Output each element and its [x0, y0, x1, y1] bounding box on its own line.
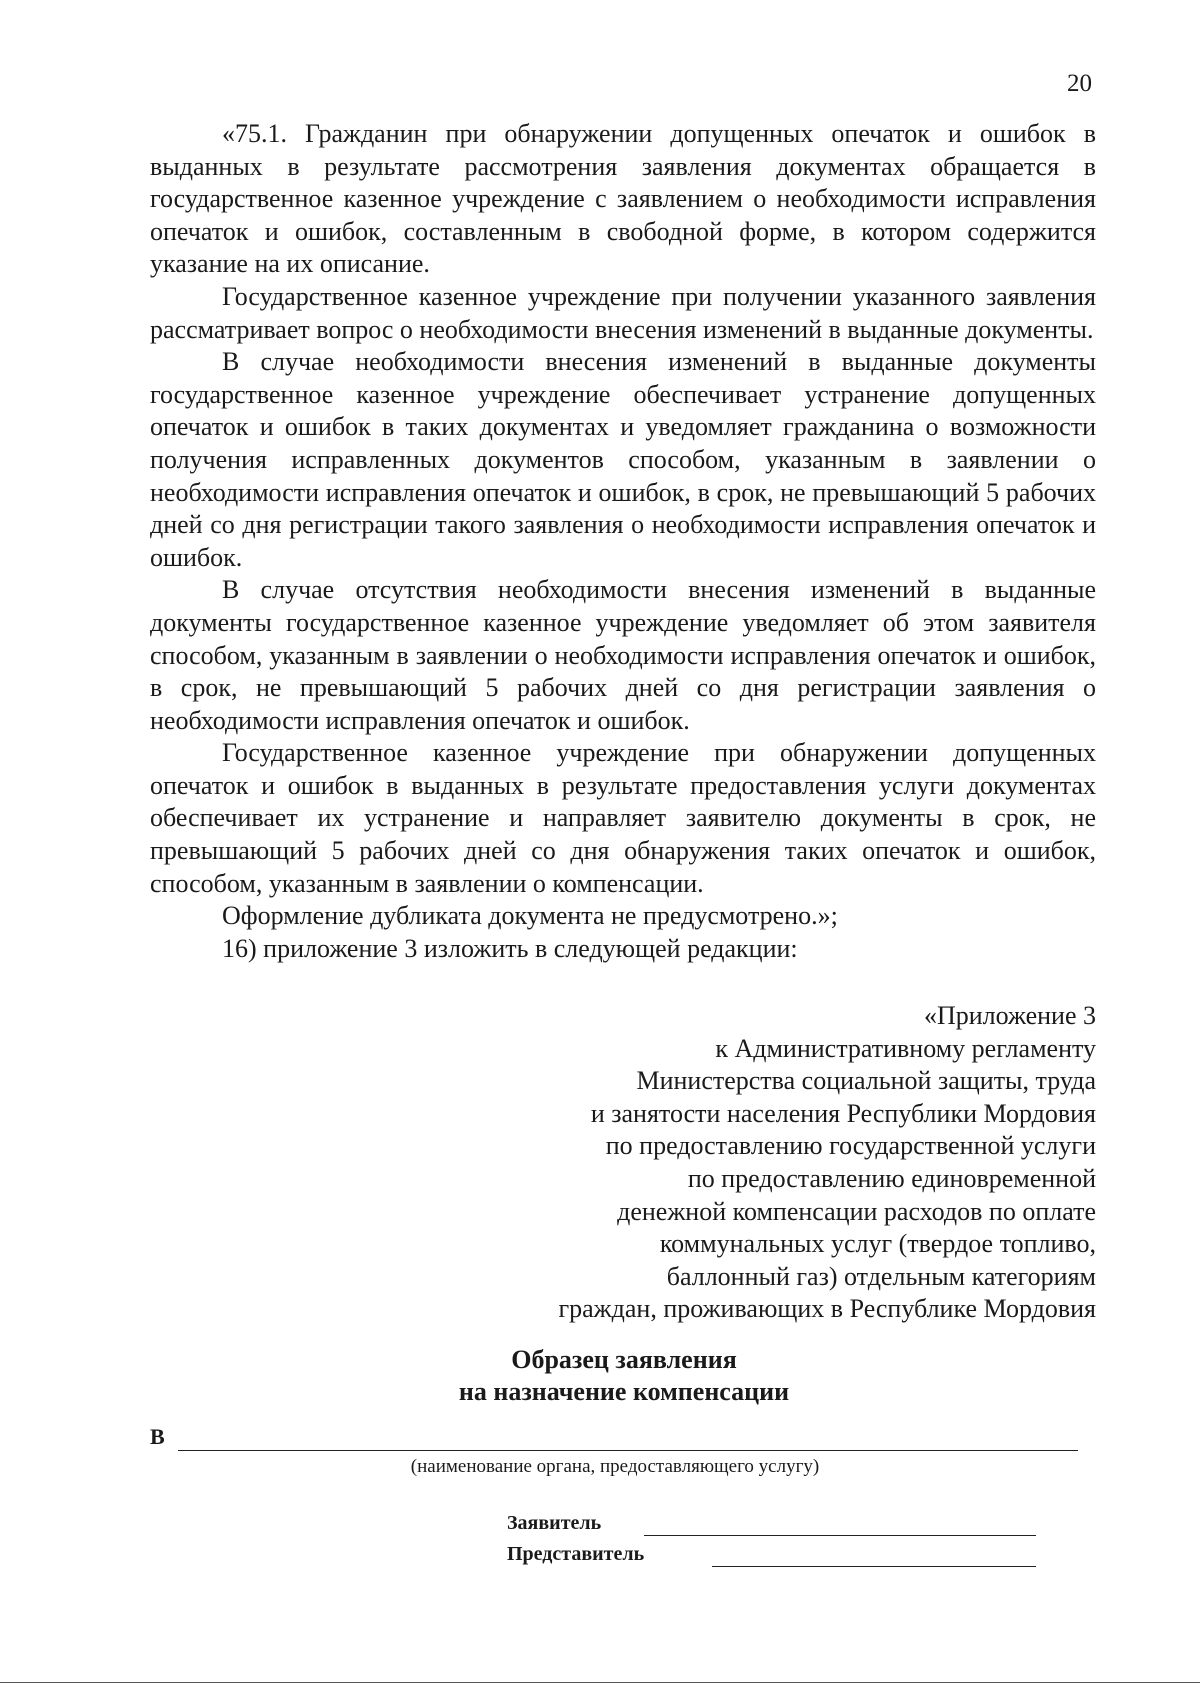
- form-title: [0, 1344, 1200, 1408]
- appendix-line: и занятости населения Республики Мордовия: [590, 1098, 1096, 1128]
- appendix-line: по предоставлению единовременной: [687, 1163, 1096, 1193]
- paragraph: «75.1. Гражданин при обнаружении допущенных опечаток и ошибок в выданных в результате рассмотрения заявления документах обращается в государственное казенное учреждение с заявлением о необходимости исправления опечаток и ошибок, составленным в свободной форме, в котором содержится указание на их описание.: [150, 119, 1096, 279]
- representative-label: Представитель: [507, 1543, 645, 1565]
- page-number: 20: [1067, 70, 1092, 97]
- paragraph: В случае необходимости внесения изменений в выданные документы государственное казенное учреждение обеспечивает устранение допущенных опечаток и ошибок в таких документах и уведомляет гражданина о возможности получения исправленных документов способом, указанным в заявлении о необходимости исправления опечаток и ошибок, в срок, не превышающий 5 рабочих дней со дня регистрации такого заявления о необходимости исправления опечаток и ошибок.: [150, 347, 1096, 572]
- recipient-blank-line: [178, 1450, 1078, 1451]
- recipient-caption: (наименование органа, предоставляющего услугу): [410, 1456, 820, 1477]
- appendix-line: «Приложение 3: [923, 1001, 1096, 1030]
- scan-edge-line: [0, 1682, 1200, 1683]
- body-text: [150, 118, 1096, 965]
- representative-blank-line: [712, 1566, 1036, 1567]
- appendix-line: по предоставлению государственной услуги: [605, 1131, 1096, 1161]
- appendix-line: денежной компенсации расходов по оплате: [617, 1196, 1096, 1226]
- appendix-header: [396, 1000, 1096, 1326]
- appendix-line: граждан, проживающих в Республике Мордовия: [558, 1294, 1096, 1324]
- appendix-line: баллонный газ) отдельным категориям: [666, 1261, 1096, 1291]
- paragraph: Государственное казенное учреждение при обнаружении допущенных опечаток и ошибок в выданных в результате предоставления услуги документах обеспечивает их устранение и направляет заявителю документы в срок, не превышающий 5 рабочих дней со дня обнаружения таких опечаток и ошибок, способом, указанным в заявлении о компенсации.: [150, 738, 1096, 898]
- applicant-blank-line: [644, 1535, 1036, 1536]
- paragraph: В случае отсутствия необходимости внесения изменений в выданные документы государственное казенное учреждение уведомляет об этом заявителя способом, указанным в заявлении о необходимости исправления опечаток и ошибок, в срок, не превышающий 5 рабочих дней со дня регистрации заявления о необходимости исправления опечаток и ошибок.: [150, 575, 1096, 735]
- recipient-row: [150, 1424, 1080, 1454]
- paragraph: Оформление дубликата документа не предусмотрено.»;: [222, 901, 838, 931]
- paragraph: 16) приложение 3 изложить в следующей редакции:: [222, 933, 798, 963]
- applicant-label: Заявитель: [507, 1512, 602, 1534]
- appendix-line: Министерства социальной защиты, труда: [636, 1066, 1096, 1096]
- form-title-line: на назначение компенсации: [458, 1377, 790, 1406]
- form-title-line: Образец заявления: [511, 1345, 737, 1374]
- appendix-line: коммунальных услуг (твердое топливо,: [659, 1229, 1096, 1259]
- appendix-line: к Административному регламенту: [715, 1033, 1096, 1063]
- recipient-prefix: В: [150, 1424, 165, 1449]
- paragraph: Государственное казенное учреждение при получении указанного заявления рассматривает вопрос о необходимости внесения изменений в выданные документы.: [150, 281, 1096, 344]
